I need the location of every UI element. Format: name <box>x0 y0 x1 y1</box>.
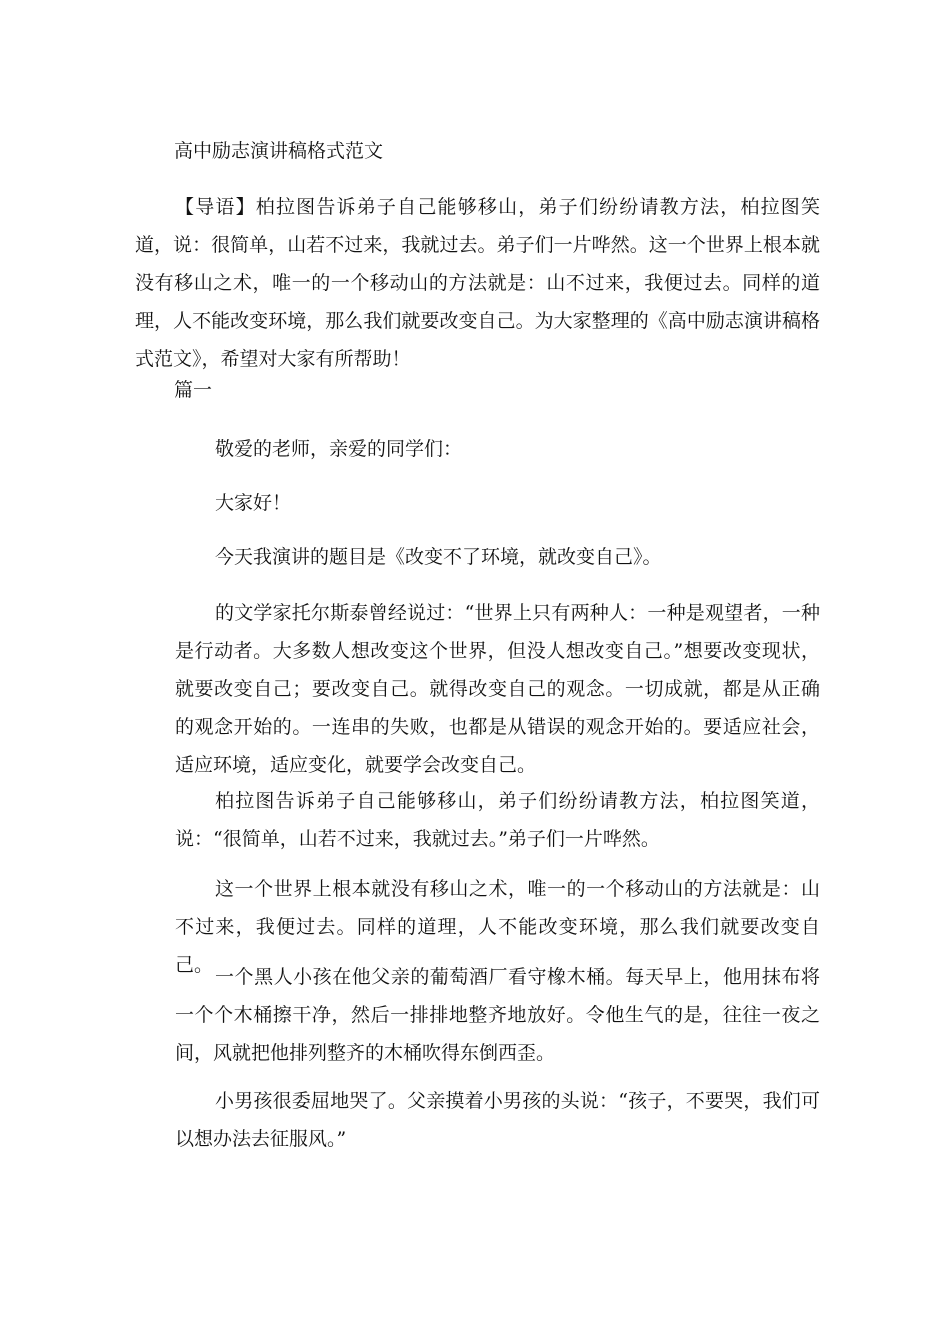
paragraph: 柏拉图告诉弟子自己能够移山，弟子们纷纷请教方法，柏拉图笑道，说：“很简单，山若不过来，我就过去。”弟子们一片哗然。 <box>175 790 820 850</box>
paragraph: 今天我演讲的题目是《改变不了环境，就改变自己》。 <box>215 546 662 568</box>
paragraph: 这一个世界上根本就没有移山之术，唯一的一个移动山的方法就是：山不过来，我便过去。同样的道理，人不能改变环境，那么我们就要改变自己。 <box>175 878 820 976</box>
section-heading: 篇一 <box>174 379 213 401</box>
paragraph: 小男孩很委屈地哭了。父亲摸着小男孩的头说：“孩子，不要哭，我们可以想办法去征服风。” <box>175 1090 820 1150</box>
paragraph: 敬爱的老师，亲爱的同学们： <box>215 438 463 460</box>
document-title: 高中励志演讲稿格式范文 <box>174 140 384 162</box>
paragraph: 一个黑人小孩在他父亲的葡萄酒厂看守橡木桶。每天早上，他用抹布将一个个木桶擦干净，然后一排排地整齐地放好。令他生气的是，往往一夜之间，风就把他排列整齐的木桶吹得东倒西歪。 <box>175 966 820 1064</box>
paragraph: 的文学家托尔斯泰曾经说过：“世界上只有两种人：一种是观望者，一种是行动者。大多数人想改变这个世界，但没人想改变自己。”想要改变现状，就要改变自己；要改变自己。就得改变自己的观念。一切成就，都是从正确的观念开始的。一连串的失败，也都是从错误的观念开始的。要适应社会，适应环境，适应变化，就要学会改变自己。 <box>175 602 820 776</box>
lead-paragraph: 【导语】柏拉图告诉弟子自己能够移山，弟子们纷纷请教方法，柏拉图笑道，说：很简单，山若不过来，我就过去。弟子们一片哗然。这一个世界上根本就没有移山之术，唯一的一个移动山的方法就是：山不过来，我便过去。同样的道理，人不能改变环境，那么我们就要改变自己。为大家整理的《高中励志演讲稿格式范文》，希望对大家有所帮助！ <box>135 196 820 370</box>
paragraph: 大家好！ <box>215 492 292 514</box>
